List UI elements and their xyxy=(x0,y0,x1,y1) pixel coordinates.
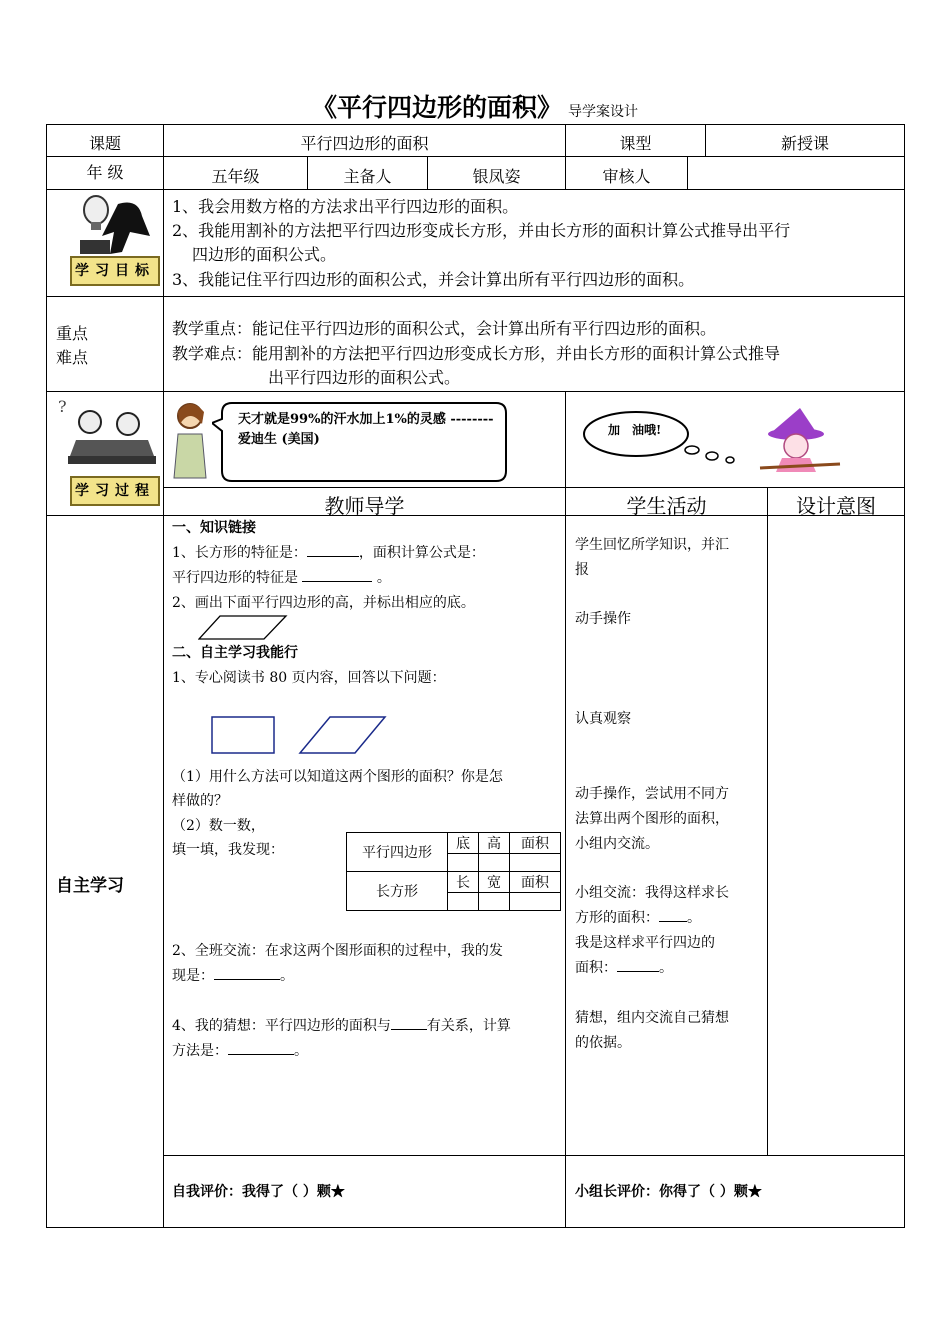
value-topic: 平行四边形的面积 xyxy=(300,134,429,153)
s2-line-1: 1、专心阅读书 80 页内容，回答以下问题： xyxy=(172,670,446,686)
input-cell[interactable] xyxy=(479,854,510,872)
header-cell: 面积 xyxy=(510,872,561,893)
line-4b-text: 现是： xyxy=(172,968,214,984)
teacher-clipart xyxy=(168,398,216,484)
teaching-difficulty-cont: 出平行四边形的面积公式。 xyxy=(268,368,461,387)
student-f2: 的依据。 xyxy=(575,1035,631,1051)
line-5b-text: 有关系，计算 xyxy=(426,1018,511,1034)
col-design: 设计意图 xyxy=(796,494,876,518)
student-e3: 我是这样求平行四边的 xyxy=(575,935,715,951)
student-e2-text: 方形的面积： xyxy=(575,910,659,926)
row-label-rectangle: 长方形 xyxy=(347,872,448,911)
parallelogram-shape xyxy=(300,717,385,753)
document-subtitle: 导学案设计 xyxy=(568,104,638,120)
goal-2: 2、我能用割补的方法把平行四边形变成长方形，并由长方形的面积计算公式推导出平行 xyxy=(172,221,791,240)
blank-field[interactable] xyxy=(659,907,687,922)
question-1a: （1）用什么方法可以知道这两个图形的面积？你是怎 xyxy=(172,769,503,785)
input-cell[interactable] xyxy=(510,854,561,872)
line-5c-text: 方法是： xyxy=(172,1043,228,1059)
student-b: 动手操作 xyxy=(575,611,631,627)
line-4b: 现是： 。 xyxy=(172,964,294,988)
badge-goals: 学习目标 xyxy=(70,256,160,286)
student-f1: 猜想，组内交流自己猜想 xyxy=(575,1010,729,1026)
students-clipart xyxy=(56,396,160,480)
self-evaluation: 自我评价：我得了（ ）颗★ xyxy=(172,1184,345,1200)
student-d2: 法算出两个图形的面积， xyxy=(575,811,729,827)
input-cell[interactable] xyxy=(448,854,479,872)
student-d3: 小组内交流。 xyxy=(575,836,659,852)
line-5a xyxy=(172,1014,511,1038)
header-cell: 长 xyxy=(448,872,479,893)
teaching-focus: 教学重点：能记住平行四边形的面积公式，会计算出所有平行四边形的面积。 xyxy=(172,319,717,338)
header-cell: 面积 xyxy=(510,833,561,854)
s1-line-1a: 1、长方形的特征是： xyxy=(172,545,307,561)
label-author: 主备人 xyxy=(343,167,392,186)
col-student: 学生活动 xyxy=(626,494,707,518)
input-cell[interactable] xyxy=(510,893,561,911)
line-4a: 2、全班交流：在求这两个图形面积的过程中，我的发 xyxy=(172,943,503,959)
question-2b: 填一填，我发现： xyxy=(172,842,284,858)
blank-field[interactable] xyxy=(617,957,659,972)
cheer-bubble xyxy=(580,410,750,470)
blank-field[interactable] xyxy=(307,542,359,557)
thinker-clipart xyxy=(58,192,158,264)
section-2-title: 二、自主学习我能行 xyxy=(172,645,298,661)
blank-field[interactable] xyxy=(214,965,280,980)
label-lesson-type: 课型 xyxy=(619,134,652,153)
teaching-difficulty: 教学难点：能用割补的方法把平行四边形变成长方形，并由长方形的面积计算公式推导 xyxy=(172,344,781,363)
label-topic: 课题 xyxy=(88,134,121,153)
leader-evaluation: 小组长评价：你得了（ ）颗★ xyxy=(575,1184,762,1200)
student-e4-text: 面积： xyxy=(575,960,617,976)
s1-line-3: 2、画出下面平行四边形的高，并标出相应的底。 xyxy=(172,595,475,611)
line-5c: 方法是： 。 xyxy=(172,1039,308,1063)
value-author: 银凤姿 xyxy=(472,167,521,186)
count-table xyxy=(346,832,561,911)
goal-2-cont: 四边形的面积公式。 xyxy=(192,245,337,264)
input-cell[interactable] xyxy=(479,893,510,911)
col-teacher: 教师导学 xyxy=(324,494,405,518)
header-cell: 高 xyxy=(479,833,510,854)
label-focus: 重点 xyxy=(56,324,89,343)
student-c: 认真观察 xyxy=(575,711,631,727)
goal-3: 3、我能记住平行四边形的面积公式，并会计算出所有平行四边形的面积。 xyxy=(172,270,695,289)
svg-text:?: ? xyxy=(58,397,67,416)
page-title xyxy=(0,88,950,124)
input-cell[interactable] xyxy=(448,893,479,911)
goal-1: 1、我会用数方格的方法求出平行四边形的面积。 xyxy=(172,197,519,216)
witch-clipart xyxy=(758,406,842,478)
blank-field[interactable] xyxy=(302,567,372,582)
s1-line-2: 平行四边形的特征是 。 xyxy=(172,566,391,590)
cheer-text: 加 油哦! xyxy=(608,423,662,437)
student-d1: 动手操作，尝试用不同方 xyxy=(575,786,729,802)
student-a1: 学生回忆所学知识，并汇 xyxy=(575,537,729,553)
document-title: 《平行四边形的面积》 xyxy=(311,93,562,122)
s1-line-2a: 平行四边形的特征是 xyxy=(172,570,298,586)
value-lesson-type: 新授课 xyxy=(780,134,829,153)
question-2a: （2）数一数， xyxy=(172,818,265,834)
label-grade: 年 级 xyxy=(86,163,124,182)
student-e1: 小组交流：我得这样求长 xyxy=(575,885,729,901)
rectangle-shape xyxy=(212,717,274,753)
line-5a-text: 4、我的猜想：平行四边形的面积与 xyxy=(172,1018,391,1034)
s1-line-1 xyxy=(172,541,485,565)
student-e4: 面积： 。 xyxy=(575,956,673,980)
student-a2: 报 xyxy=(575,562,589,578)
row-label-parallelogram: 平行四边形 xyxy=(347,833,448,872)
label-difficulty: 难点 xyxy=(56,348,89,367)
header-cell: 底 xyxy=(448,833,479,854)
label-reviewer: 审核人 xyxy=(602,167,651,186)
value-grade: 五年级 xyxy=(211,167,260,186)
parallelogram-small xyxy=(198,614,288,642)
question-1b: 样做的？ xyxy=(172,793,228,809)
s1-line-1b: ，面积计算公式是： xyxy=(358,545,485,561)
blank-field[interactable] xyxy=(391,1015,427,1030)
badge-process: 学习过程 xyxy=(70,476,160,506)
header-cell: 宽 xyxy=(479,872,510,893)
shapes-figure xyxy=(210,714,390,756)
student-e2: 方形的面积： 。 xyxy=(575,906,701,930)
section-1-title: 一、知识链接 xyxy=(172,520,256,536)
blank-field[interactable] xyxy=(228,1040,294,1055)
quote-text: 天才就是99%的汗水加上1%的灵感 -------- 爱迪生 (美国) xyxy=(238,412,494,447)
label-self-study: 自主学习 xyxy=(56,876,124,896)
